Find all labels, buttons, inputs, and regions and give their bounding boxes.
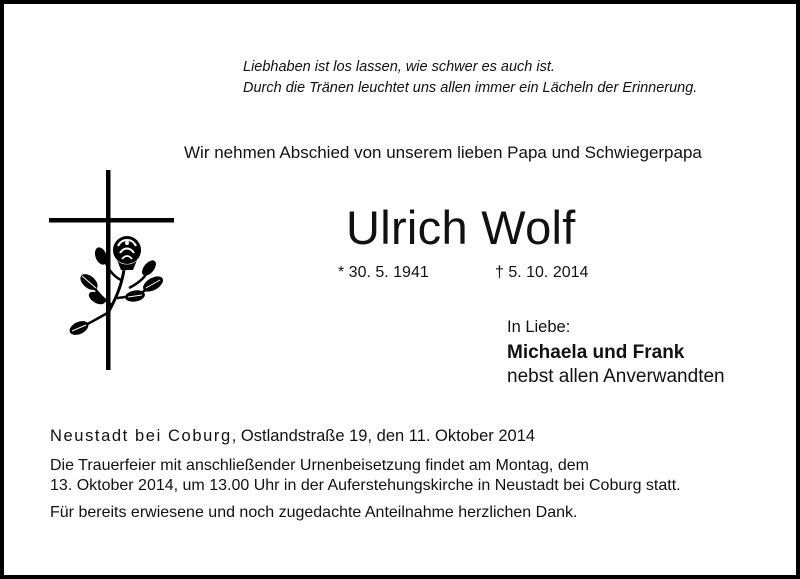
thanks-text: Für bereits erwiesene und noch zugedachte Anteilnahme herzlichen Dank. (50, 504, 578, 521)
birth-date: * 30. 5. 1941 (338, 264, 429, 281)
place-city: Neustadt bei Coburg (50, 427, 232, 445)
place-date-line (50, 427, 535, 446)
mourner-names: Michaela und Frank (507, 342, 685, 363)
poem (243, 57, 697, 99)
deceased-name: Ulrich Wolf (346, 201, 576, 254)
place-address-date: , Ostlandstraße 19, den 11. Oktober 2014 (231, 427, 536, 445)
death-date: † 5. 10. 2014 (495, 264, 589, 281)
intro-text: Wir nehmen Abschied von unserem lieben Papa und Schwiegerpapa (184, 143, 702, 162)
ceremony-info (50, 456, 681, 496)
ceremony-line-2: 13. Oktober 2014, um 13.00 Uhr in der Auferstehungskirche in Neustadt bei Coburg statt. (50, 477, 681, 494)
poem-line-1: Liebhaben ist los lassen, wie schwer es auch ist. (243, 59, 555, 75)
poem-line-2: Durch die Tränen leuchtet uns allen immer ein Lächeln der Erinnerung. (243, 80, 698, 96)
ceremony-line-1: Die Trauerfeier mit anschließender Urnenbeisetzung findet am Montag, dem (50, 457, 589, 474)
relatives-line: nebst allen Anverwandten (507, 366, 725, 387)
in-love-label: In Liebe: (507, 318, 571, 336)
cross-with-rose-icon (49, 170, 177, 376)
